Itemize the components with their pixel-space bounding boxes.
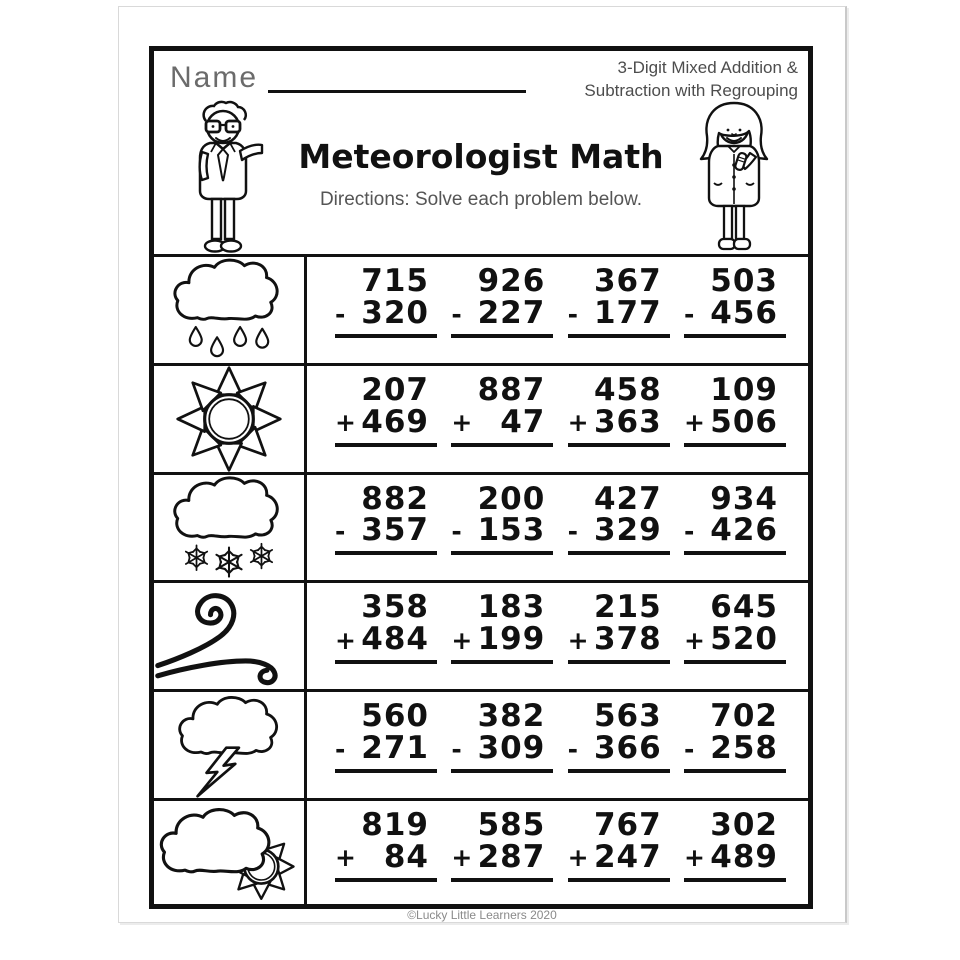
- operator: +: [451, 625, 473, 655]
- answer-space[interactable]: [568, 447, 670, 471]
- math-problem: 887 + 47: [451, 375, 553, 472]
- answer-space[interactable]: [335, 882, 437, 906]
- math-problem: 503 - 456: [684, 266, 786, 363]
- answer-space[interactable]: [451, 338, 553, 362]
- answer-space[interactable]: [451, 773, 553, 797]
- subtitle-line-1: 3-Digit Mixed Addition &: [617, 58, 798, 77]
- operator: -: [567, 299, 579, 329]
- answer-space[interactable]: [335, 338, 437, 362]
- math-problem: 819 + 84: [335, 810, 437, 907]
- math-problem: 882 - 357: [335, 484, 437, 581]
- answer-space[interactable]: [451, 447, 553, 471]
- math-problem: 200 - 153: [451, 484, 553, 581]
- partly-cloudy-icon: [154, 801, 307, 907]
- boy-meteorologist-clipart: [178, 97, 268, 257]
- operator: -: [451, 734, 462, 764]
- operator: -: [335, 299, 346, 329]
- worksheet-row: [154, 363, 808, 472]
- math-problem: 926 - 227: [451, 266, 553, 363]
- page-title: Meteorologist Math: [298, 137, 664, 176]
- operator: -: [683, 517, 695, 547]
- name-label: Name: [170, 61, 259, 94]
- worksheet-row: [154, 689, 808, 798]
- answer-space[interactable]: [568, 882, 670, 906]
- math-problem: 427 - 329: [568, 484, 670, 581]
- math-problem: 934 - 426: [684, 484, 786, 581]
- math-problem: 563 - 366: [568, 701, 670, 798]
- operator: +: [335, 408, 356, 438]
- math-problem: 358 + 484: [335, 592, 437, 689]
- math-problem: 367 - 177: [568, 266, 670, 363]
- worksheet-row: [154, 580, 808, 689]
- answer-space[interactable]: [684, 664, 786, 688]
- math-problem: 645 + 520: [684, 592, 786, 689]
- operator: +: [683, 408, 705, 438]
- answer-space[interactable]: [451, 882, 553, 906]
- wind-icon: [154, 583, 307, 689]
- answer-space[interactable]: [684, 773, 786, 797]
- answer-space[interactable]: [451, 664, 553, 688]
- math-problem: 560 - 271: [335, 701, 437, 798]
- operator: +: [567, 625, 589, 655]
- math-problem: 458 + 363: [568, 375, 670, 472]
- operator: -: [683, 299, 695, 329]
- answer-space[interactable]: [335, 447, 437, 471]
- math-problem: 767 + 247: [568, 810, 670, 907]
- answer-space[interactable]: [335, 555, 437, 579]
- worksheet-row: [154, 798, 808, 907]
- operator: -: [567, 517, 579, 547]
- operator: -: [451, 299, 462, 329]
- answer-space[interactable]: [684, 555, 786, 579]
- sun-icon: [154, 366, 307, 472]
- worksheet-row: [154, 472, 808, 581]
- operator: -: [567, 734, 579, 764]
- answer-space[interactable]: [684, 338, 786, 362]
- subtitle-line-2: Subtraction with Regrouping: [584, 80, 798, 100]
- answer-space[interactable]: [684, 447, 786, 471]
- operator: +: [567, 408, 589, 438]
- storm-cloud-icon: [154, 692, 307, 798]
- math-problem: 585 + 287: [451, 810, 553, 907]
- math-problem: 207 + 469: [335, 375, 437, 472]
- math-problem: 183 + 199: [451, 592, 553, 689]
- snow-cloud-icon: [154, 475, 307, 581]
- math-problem: 215 + 378: [568, 592, 670, 689]
- operator: +: [451, 408, 473, 438]
- answer-space[interactable]: [568, 338, 670, 362]
- operator: +: [451, 843, 473, 873]
- operator: -: [451, 517, 462, 547]
- answer-space[interactable]: [568, 555, 670, 579]
- directions-text: Directions: Solve each problem below.: [319, 189, 643, 210]
- girl-reporter-clipart: [688, 99, 780, 257]
- worksheet-paper: [118, 6, 847, 923]
- math-problem: 302 + 489: [684, 810, 786, 907]
- operator: +: [335, 843, 356, 873]
- worksheet-row: [154, 254, 808, 363]
- operator: -: [683, 734, 695, 764]
- answer-space[interactable]: [568, 664, 670, 688]
- answer-space[interactable]: [568, 773, 670, 797]
- worksheet-header: [154, 51, 808, 254]
- worksheet-border-frame: [149, 46, 813, 909]
- answer-space[interactable]: [684, 882, 786, 906]
- answer-space[interactable]: [335, 773, 437, 797]
- answer-space[interactable]: [335, 664, 437, 688]
- operator: -: [335, 734, 346, 764]
- name-blank-line[interactable]: [268, 64, 526, 93]
- answer-space[interactable]: [451, 555, 553, 579]
- operator: +: [567, 843, 589, 873]
- rain-cloud-icon: [154, 257, 307, 363]
- operator: +: [683, 625, 705, 655]
- problems-table: [154, 254, 808, 907]
- copyright-text: ©Lucky Little Learners 2020: [407, 908, 557, 922]
- worksheet-subtitle: [584, 57, 798, 103]
- operator: +: [683, 843, 705, 873]
- math-problem: 715 - 320: [335, 266, 437, 363]
- operator: -: [335, 517, 346, 547]
- operator: +: [335, 625, 356, 655]
- math-problem: 109 + 506: [684, 375, 786, 472]
- math-problem: 702 - 258: [684, 701, 786, 798]
- math-problem: 382 - 309: [451, 701, 553, 798]
